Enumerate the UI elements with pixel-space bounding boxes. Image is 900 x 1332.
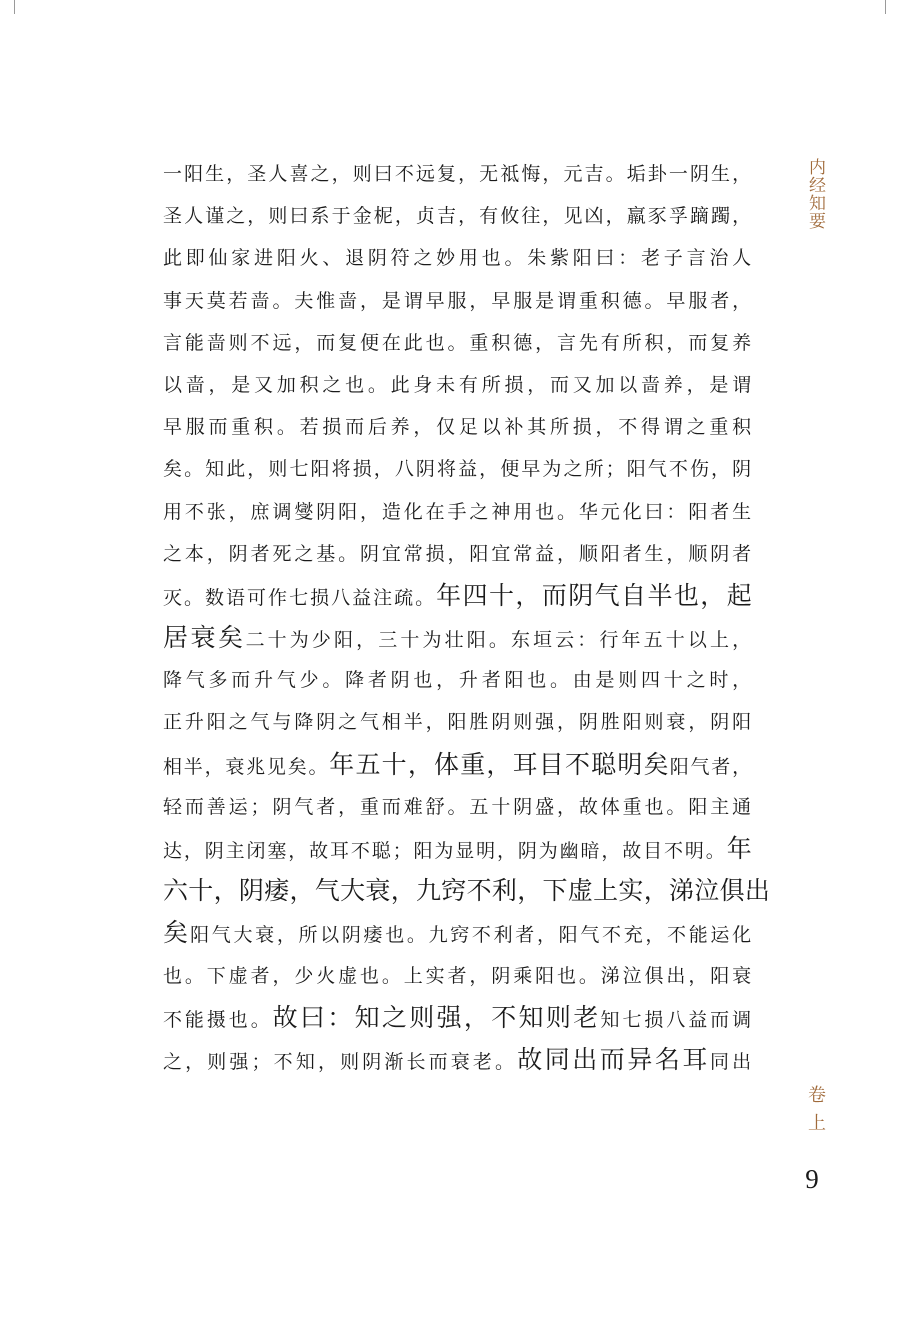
classic-text-segment: 矣 bbox=[163, 918, 191, 948]
commentary-segment: 二十为少阳，三十为壮阳。东垣云：行年五十以上， bbox=[245, 629, 753, 652]
classic-text-segment: 年 bbox=[726, 834, 752, 863]
text-line bbox=[163, 1039, 752, 1081]
running-title: 内经知要 bbox=[805, 158, 825, 230]
text-line bbox=[163, 533, 752, 575]
text-line bbox=[163, 491, 752, 533]
text-line bbox=[163, 870, 771, 912]
commentary-segment: 之，则强；不知，则阴渐长而衰老。 bbox=[163, 1050, 518, 1073]
commentary-segment: 灭。数语可作七损八益注疏。 bbox=[163, 586, 437, 609]
commentary-segment: 早服而重积。若损而后养，仅足以补其所损，不得谓之重积 bbox=[163, 416, 752, 439]
commentary-segment: 阳气大衰，所以阴痿也。九窍不利者，阳气不充，不能运化 bbox=[190, 924, 752, 947]
body-text bbox=[163, 153, 771, 1081]
text-line bbox=[163, 828, 752, 870]
commentary-segment: 也。下虚者，少火虚也。上实者，阴乘阳也。涕泣俱出，阳衰 bbox=[163, 964, 752, 987]
text-line bbox=[163, 195, 752, 237]
commentary-segment: 一阳生，圣人喜之，则曰不远复，无祗悔，元吉。垢卦一阴生， bbox=[163, 163, 752, 185]
text-line bbox=[163, 659, 752, 701]
commentary-segment: 之本，阴者死之基。阴宜常损，阳宜常益，顺阳者生，顺阴者 bbox=[163, 542, 752, 565]
commentary-segment: 知七损八益而调 bbox=[600, 1008, 752, 1031]
classic-text-segment: 故同出而异名耳 bbox=[517, 1044, 710, 1074]
text-line bbox=[163, 912, 752, 954]
text-line bbox=[163, 406, 752, 448]
classic-text-segment: 年五十，体重，耳目不聪明矣 bbox=[329, 749, 670, 779]
page-number: 9 bbox=[805, 1164, 819, 1194]
commentary-segment: 此即仙家进阳火、退阴符之妙用也。朱紫阳曰：老子言治人 bbox=[163, 247, 752, 270]
volume-label: 卷上 bbox=[805, 1085, 826, 1141]
text-line bbox=[163, 448, 752, 490]
commentary-segment: 轻而善运；阴气者，重而难舒。五十阴盛，故体重也。阳主通 bbox=[163, 795, 752, 818]
text-line bbox=[163, 280, 752, 322]
classic-text-segment: 年四十，而阴气自半也，起 bbox=[436, 580, 753, 610]
commentary-segment: 不能摄也。 bbox=[163, 1008, 273, 1031]
text-line bbox=[163, 364, 752, 406]
text-line bbox=[163, 322, 752, 364]
text-line bbox=[163, 575, 752, 617]
commentary-segment: 正升阳之气与降阴之气相半，阳胜阴则强，阴胜阳则衰，阴阳 bbox=[163, 711, 752, 734]
text-line bbox=[163, 701, 752, 743]
commentary-segment: 圣人谨之，则曰系于金柅，贞吉，有攸往，见凶，羸豕孚蹢躅， bbox=[163, 205, 752, 228]
classic-text-segment: 故曰：知之则强，不知则老 bbox=[272, 1002, 601, 1032]
commentary-segment: 相半，衰兆见矣。 bbox=[163, 755, 330, 778]
commentary-segment: 阳气者， bbox=[669, 755, 752, 778]
text-line bbox=[163, 786, 752, 828]
commentary-segment: 降气多而升气少。降者阴也，升者阳也。由是则四十之时， bbox=[163, 669, 752, 692]
text-line bbox=[163, 955, 752, 997]
classic-text-segment: 居衰矣 bbox=[163, 623, 246, 653]
text-line bbox=[163, 237, 752, 279]
crop-mark-right bbox=[885, 0, 900, 14]
classic-text-segment: 六十，阴痿，气大衰，九窍不利，下虚上实，涕泣俱出 bbox=[163, 876, 771, 906]
commentary-segment: 用不张，庶调燮阴阳，造化在手之神用也。华元化曰：阳者生 bbox=[163, 500, 752, 523]
text-line bbox=[163, 997, 752, 1039]
text-line bbox=[163, 153, 752, 195]
commentary-segment: 矣。知此，则七阳将损，八阴将益，便早为之所；阳气不伤，阴 bbox=[163, 458, 752, 481]
commentary-segment: 言能啬则不远，而复便在此也。重积德，言先有所积，而复养 bbox=[163, 331, 752, 354]
commentary-segment: 事天莫若啬。夫惟啬，是谓早服，早服是谓重积德。早服者， bbox=[163, 289, 752, 312]
text-line bbox=[163, 744, 752, 786]
commentary-segment: 以啬，是又加积之也。此身未有所损，而又加以啬养，是谓 bbox=[163, 373, 752, 396]
commentary-segment: 达，阴主闭塞，故耳不聪；阳为显明，阴为幽暗，故目不明。 bbox=[163, 840, 727, 862]
commentary-segment: 同出 bbox=[709, 1050, 752, 1073]
crop-mark-left bbox=[0, 0, 15, 14]
text-line bbox=[163, 617, 752, 659]
